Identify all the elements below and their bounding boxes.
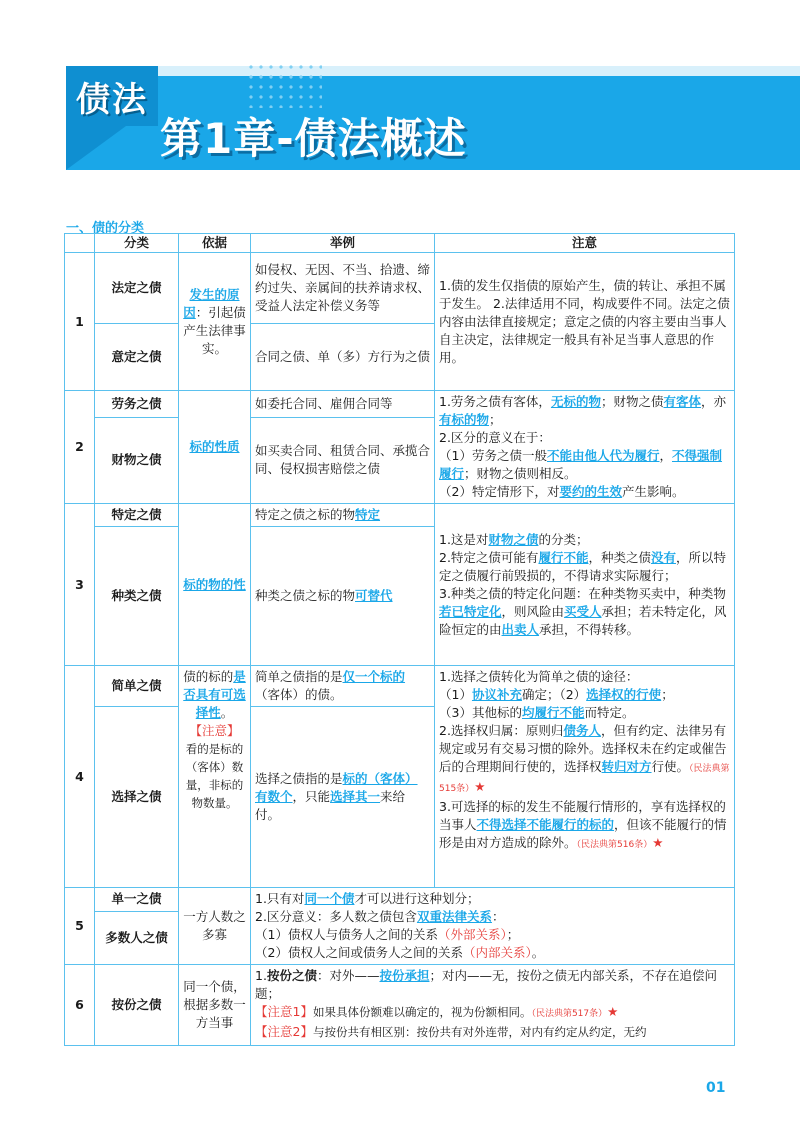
header-category: 分类	[95, 234, 179, 253]
dot-pattern-decoration	[246, 62, 322, 108]
star-icon: ★	[607, 1004, 619, 1019]
category-cell: 种类之债	[95, 527, 179, 666]
basis-cell: 一方人数之多寡	[179, 888, 251, 965]
section-title: 一、债的分类	[66, 221, 145, 236]
row-number: 3	[65, 504, 95, 666]
example-cell: 如侵权、无因、不当、拾遗、缔约过失、亲属间的扶养请求权、受益人法定补偿义务等	[251, 253, 435, 324]
example-cell: 如买卖合同、租赁合同、承揽合同、侵权损害赔偿之债	[251, 417, 435, 503]
example-cell: 如委托合同、雇佣合同等	[251, 391, 435, 418]
table-row	[65, 391, 735, 418]
table-row	[65, 253, 735, 324]
note-cell: 1.劳务之债有客体，无标的物；财物之债有客体，亦有标的物； 2.区分的意义在于： （1）劳务之债一般不能由他人代为履行，不得强制履行；财物之债则相反。 （2）特定情形下，对要约的生效产生影响。	[435, 391, 735, 504]
basis-cell: 债的标的是否具有可选择性。 【注意】 看的是标的（客体）数量，非标的物数量。	[179, 666, 251, 888]
table-row	[65, 504, 735, 527]
row-number: 2	[65, 391, 95, 504]
category-cell: 特定之债	[95, 504, 179, 527]
header-note: 注意	[435, 234, 735, 253]
star-icon: ★	[474, 779, 486, 794]
classification-table	[64, 233, 735, 1046]
note-cell: 1.选择之债转化为简单之债的途径： （1）协议补充确定；（2）选择权的行使； （3）其他标的均履行不能而特定。 2.选择权归属：原则归债务人，但有约定、法律另有规定或另有交易习惯的除外。选择权未在约定或催告后的合理期间行使的，选择权转归对方行使。（民法典第515条）★ 3.可选择的标的发生不能履行情形的，享有选择权的当事人不得选择不能履行的标的，但该不能履行的情形是由对方造成的除外。（民法典第516条）★	[435, 666, 735, 888]
category-cell: 财物之债	[95, 417, 179, 503]
basis-cell	[179, 253, 251, 391]
note-cell: 1.只有对同一个债才可以进行这种划分； 2.区分意义：多人数之债包含双重法律关系： （1）债权人与债务人之间的关系（外部关系）； （2）债权人之间或债务人之间的关系（内部关系）。	[251, 888, 735, 965]
page-number: 01	[706, 1080, 726, 1096]
row-number: 6	[65, 965, 95, 1046]
header-triangle-decoration	[66, 126, 126, 170]
category-cell: 单一之债	[95, 888, 179, 912]
example-cell: 种类之债之标的物可替代	[251, 527, 435, 666]
basis-highlight: 标的物的性	[183, 576, 246, 592]
basis-cell: 同一个债，根据多数一方当事	[179, 965, 251, 1046]
table-row	[65, 888, 735, 912]
basis-cell	[179, 391, 251, 504]
table-header-row	[65, 234, 735, 253]
category-cell: 意定之债	[95, 324, 179, 391]
basis-highlight: 标的性质	[189, 439, 240, 454]
subject-tag	[66, 66, 158, 126]
note-label: 【注意】	[189, 723, 240, 738]
table-row	[65, 666, 735, 707]
header-num	[65, 234, 95, 253]
chapter-title: 第1章-债法概述	[160, 114, 467, 163]
example-cell: 合同之债、单（多）方行为之债	[251, 324, 435, 391]
category-cell: 选择之债	[95, 707, 179, 888]
example-cell: 选择之债指的是标的（客体）有数个，只能选择其一来给付。	[251, 707, 435, 888]
table-row	[65, 965, 735, 1046]
category-cell: 多数人之债	[95, 911, 179, 964]
category-cell: 简单之债	[95, 666, 179, 707]
header-basis: 依据	[179, 234, 251, 253]
category-cell: 劳务之债	[95, 391, 179, 418]
header-example: 举例	[251, 234, 435, 253]
example-cell: 简单之债指的是仅一个标的（客体）的债。	[251, 666, 435, 707]
row-number: 4	[65, 666, 95, 888]
note-cell: 1.债的发生仅指债的原始产生，债的转让、承担不属于发生。 2.法律适用不同，构成要件不同。法定之债内容由法律直接规定；意定之债的内容主要由当事人自主决定，法律规定一般具有补足当事人意思的作用。	[435, 253, 735, 391]
category-cell: 按份之债	[95, 965, 179, 1046]
row-number: 5	[65, 888, 95, 965]
basis-highlight: 发生的原因	[183, 286, 240, 320]
row-number: 1	[65, 253, 95, 391]
note-cell: 1.按份之债：对外——按份承担；对内——无，按份之债无内部关系，不存在追偿问题； 【注意1】如果具体份额难以确定的，视为份额相同。（民法典第517条）★ 【注意2】与按份共有相区别：按份共有对外连带，对内有约定从约定，无约	[251, 965, 735, 1046]
basis-text: ：引起债产生法律事实。	[183, 304, 246, 356]
note-cell: 1.这是对财物之债的分类； 2.特定之债可能有履行不能，种类之债没有，所以特定之债履行前毁损的，不得请求实际履行； 3.种类之债的特定化问题：在种类物买卖中，种类物若已特定化，则风险由买受人承担；若未特定化，风险恒定的由出卖人承担，不得转移。	[435, 504, 735, 666]
subject-tag-text: 债法	[76, 79, 148, 120]
basis-cell	[179, 504, 251, 666]
star-icon: ★	[652, 835, 664, 850]
category-cell: 法定之债	[95, 253, 179, 324]
example-cell: 特定之债之标的物特定	[251, 504, 435, 527]
